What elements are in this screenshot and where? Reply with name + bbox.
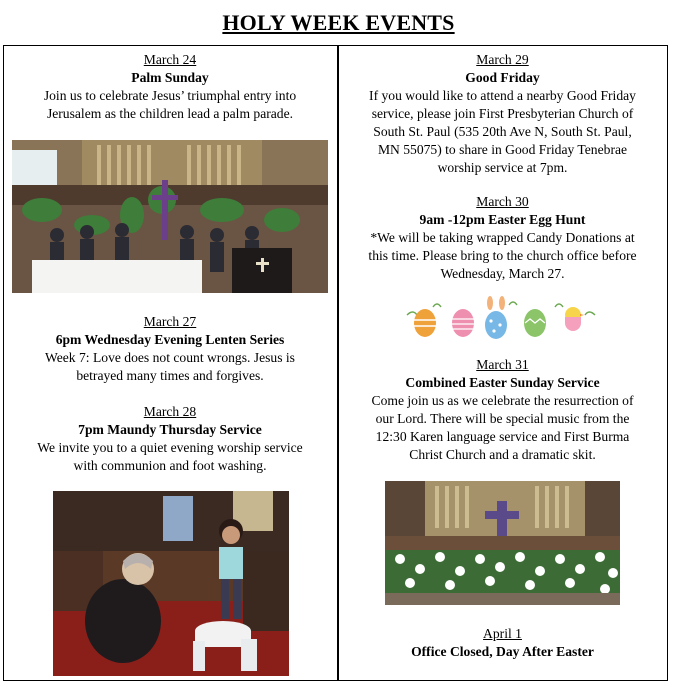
event-date: March 27 <box>143 314 197 329</box>
event-description-line: Week 7: Love does not count wrongs. Jesus is <box>45 350 295 365</box>
event-description-line: If you would like to attend a nearby Good Friday <box>369 88 636 103</box>
foot-washing-photo <box>53 491 289 676</box>
event-heading: Palm Sunday <box>131 70 209 85</box>
event-date: March 24 <box>143 52 197 67</box>
event-description-line: service, please join First Presbyterian Church of <box>371 106 634 121</box>
event-description-line: with communion and foot washing. <box>73 458 267 473</box>
event-heading: 9am -12pm Easter Egg Hunt <box>419 212 586 227</box>
event-description-line: Christ Church and a dramatic skit. <box>409 447 596 462</box>
wednesday-event <box>5 313 335 385</box>
event-description-line: betrayed many times and forgives. <box>76 368 264 383</box>
event-date: March 31 <box>476 357 529 372</box>
event-description-line: MN 55075) to share in Good Friday Tenebrae <box>377 142 628 157</box>
event-date: March 28 <box>143 404 197 419</box>
easter-lilies-photo <box>385 481 620 605</box>
egg-hunt-event <box>340 193 665 283</box>
good-friday-event <box>340 51 665 177</box>
orange-egg-icon <box>414 309 436 337</box>
palm-sunday-event <box>5 51 335 123</box>
easter-sunday-event <box>340 356 665 464</box>
event-description-line: *We will be taking wrapped Candy Donations at <box>370 230 635 245</box>
blue-egg-icon <box>485 311 507 339</box>
event-date: April 1 <box>483 626 522 641</box>
page-title: HOLY WEEK EVENTS <box>222 10 455 35</box>
column-divider <box>337 45 339 681</box>
event-description-line: Wednesday, March 27. <box>440 266 565 281</box>
event-description-line: this time. Please bring to the church office before <box>368 248 637 263</box>
event-heading: Combined Easter Sunday Service <box>405 375 600 390</box>
event-description-line: Join us to celebrate Jesus’ triumphal entry into <box>43 88 297 103</box>
event-heading: Good Friday <box>465 70 540 85</box>
event-date: March 30 <box>476 194 529 209</box>
palm-parade-photo <box>12 140 328 293</box>
easter-eggs-graphic <box>405 295 605 341</box>
event-heading: Office Closed, Day After Easter <box>411 644 594 659</box>
event-heading: 7pm Maundy Thursday Service <box>78 422 262 437</box>
event-date: March 29 <box>476 52 529 67</box>
left-column <box>5 0 335 685</box>
event-description-line: Jerusalem as the children lead a palm parade. <box>46 106 294 121</box>
office-closed-event <box>340 625 665 661</box>
event-description-line: We invite you to a quiet evening worship service <box>37 440 303 455</box>
event-description-line: 12:30 Karen language service and First Burma <box>375 429 630 444</box>
event-description-line: South St. Paul (535 20th Ave N, South St. Paul, <box>373 124 632 139</box>
event-description-line: our Lord. There will be special music from the <box>375 411 630 426</box>
maundy-thursday-event <box>5 403 335 475</box>
pink-egg-icon <box>452 309 474 337</box>
right-column <box>340 0 665 685</box>
event-description-line: worship service at 7pm. <box>437 160 568 175</box>
event-heading: 6pm Wednesday Evening Lenten Series <box>55 332 285 347</box>
event-description-line: Come join us as we celebrate the resurrection of <box>371 393 634 408</box>
